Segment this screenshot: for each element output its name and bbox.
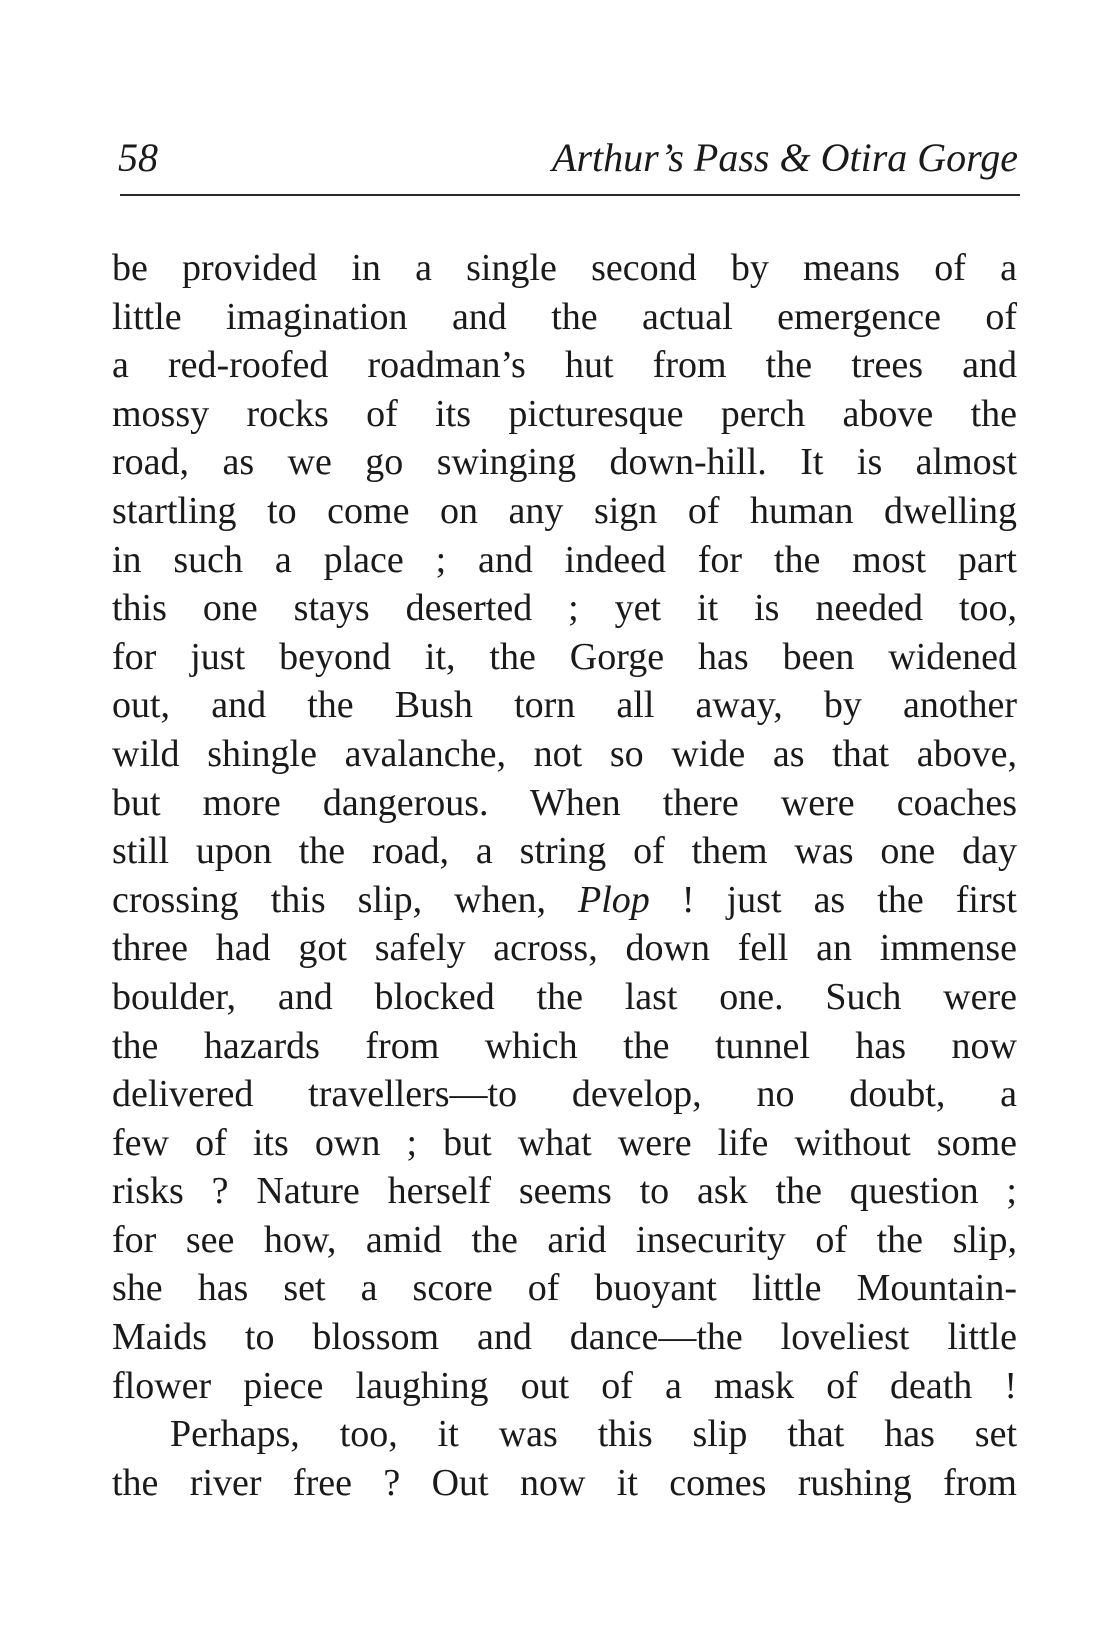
text-line: delivered travellers—to develop, no doubt, a xyxy=(112,1073,1017,1116)
text-line: for see how, amid the arid insecurity of the slip, xyxy=(112,1218,1017,1261)
page-header xyxy=(118,128,1018,188)
text-line: this one stays deserted ; yet it is needed too, xyxy=(112,587,1017,630)
text-line: risks ? Nature herself seems to ask the question ; xyxy=(112,1170,1017,1213)
text-line: the river free ? Out now it comes rushing from xyxy=(112,1461,1017,1504)
text-run: ! just as the first xyxy=(649,878,1017,921)
paragraph-first-line: Perhaps, too, it was this slip that has set xyxy=(170,1413,1017,1456)
text-line: wild shingle avalanche, not so wide as that above, xyxy=(112,732,1017,775)
text-line: still upon the road, a string of them was one day xyxy=(112,830,1017,873)
text-line: the hazards from which the tunnel has now xyxy=(112,1024,1017,1067)
text-line: few of its own ; but what were life without some xyxy=(112,1121,1017,1164)
header-rule xyxy=(120,194,1020,196)
text-line: be provided in a single second by means of a xyxy=(112,247,1017,289)
text-line: for just beyond it, the Gorge has been widened xyxy=(112,635,1017,678)
text-line: in such a place ; and indeed for the most part xyxy=(112,538,1017,581)
running-title: Arthur’s Pass & Otira Gorge xyxy=(552,135,1018,180)
text-line: mossy rocks of its picturesque perch above the xyxy=(112,392,1017,435)
text-line: a red-roofed roadman’s hut from the trees and xyxy=(112,344,1017,387)
text-line: she has set a score of buoyant little Mountain- xyxy=(112,1267,1017,1310)
text-line: flower piece laughing out of a mask of death ! xyxy=(112,1364,1017,1407)
text-line: little imagination and the actual emergence of xyxy=(112,295,1017,338)
text-line: but more dangerous. When there were coaches xyxy=(112,781,1017,824)
text-line: Maids to blossom and dance—the loveliest little xyxy=(112,1316,1017,1359)
text-line: out, and the Bush torn all away, by another xyxy=(112,684,1017,727)
body-text xyxy=(112,244,1017,1507)
page-number: 58 xyxy=(118,135,158,180)
text-line: road, as we go swinging down-hill. It is almost xyxy=(112,441,1017,484)
text-line: boulder, and blocked the last one. Such were xyxy=(112,975,1017,1018)
text-line-with-italic xyxy=(112,876,1017,925)
text-line: three had got safely across, down fell an immense xyxy=(112,927,1017,970)
text-run: crossing this slip, when, xyxy=(112,878,579,921)
italic-word: Plop xyxy=(578,878,650,921)
text-line: startling to come on any sign of human dwelling xyxy=(112,489,1017,532)
